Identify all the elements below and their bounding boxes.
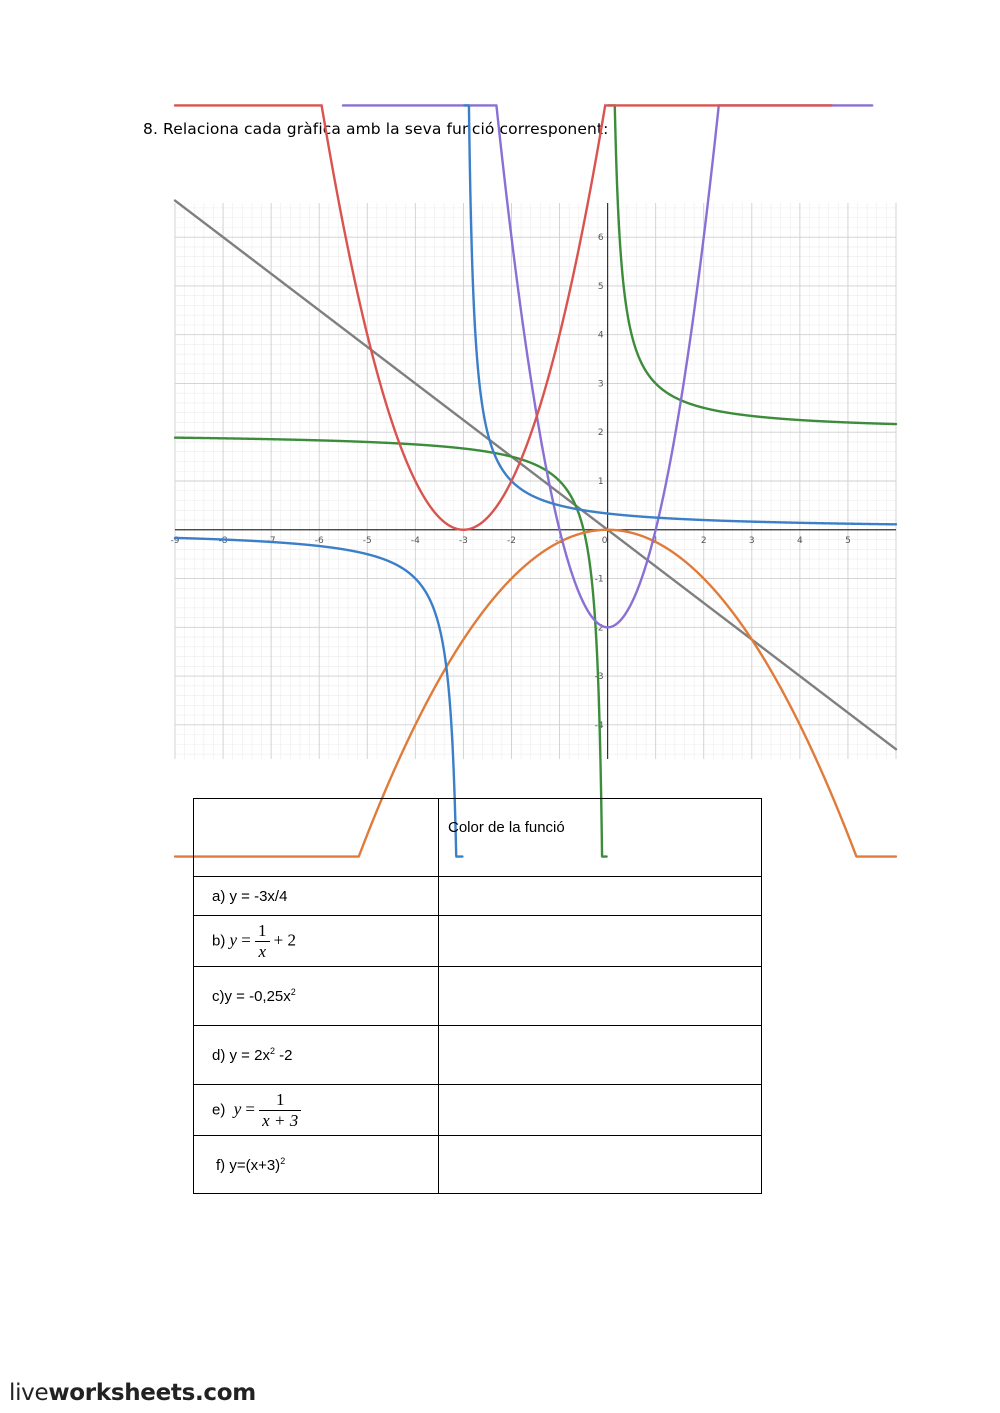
y-tick-label: 5 [597, 281, 604, 292]
y-tick-label: 2 [597, 428, 604, 439]
site-logo[interactable]: liveworksheets.com [9, 1380, 256, 1406]
x-tick-label: 4 [796, 535, 803, 546]
function-f: f) $y=(x+3)^2$ [194, 1136, 439, 1194]
fraction-e: $\frac{1}{x + 3}$ [259, 1090, 301, 1131]
function-e: e) y = $\frac{1}{x + 3}$ [194, 1085, 439, 1136]
y-tick-label: -3 [594, 672, 604, 683]
answer-cell-e[interactable] [439, 1085, 762, 1136]
x-tick-label: 0 [601, 535, 608, 546]
x-tick-label: -4 [410, 535, 420, 546]
function-b: b) y = $\frac{1}{x}$ + 2 [194, 916, 439, 967]
table-header-row [194, 799, 762, 877]
table-row [194, 1026, 762, 1085]
x-tick-label: 2 [700, 535, 707, 546]
x-tick-label: -9 [170, 535, 180, 546]
x-tick-label: -8 [218, 535, 228, 546]
table-row [194, 967, 762, 1026]
y-tick-label: -4 [594, 720, 604, 731]
function-graph [170, 203, 896, 759]
y-tick-label: 6 [597, 233, 604, 244]
x-tick-label: -1 [555, 535, 565, 546]
answer-cell-f[interactable] [439, 1136, 762, 1194]
x-tick-label: 1 [652, 535, 659, 546]
answer-cell-c[interactable] [439, 967, 762, 1026]
table-row [194, 916, 762, 967]
function-c: $c)y = -0,25x^2$ [194, 967, 439, 1026]
function-d: d) $y = 2x^2$ -2 [194, 1026, 439, 1085]
exercise-title: 8. Relaciona cada gràfica amb la seva funció corresponent: [143, 120, 609, 138]
header-color-cell: Color de la funció [439, 799, 762, 877]
table-row [194, 1085, 762, 1136]
table-row [194, 877, 762, 916]
x-tick-label: 3 [748, 535, 755, 546]
answer-cell-b[interactable] [439, 916, 762, 967]
y-tick-label: 1 [597, 477, 604, 487]
answer-cell-d[interactable] [439, 1026, 762, 1085]
table-row [194, 1136, 762, 1194]
y-tick-label: -2 [594, 623, 604, 634]
y-tick-label: 3 [597, 379, 604, 390]
answer-cell-a[interactable] [439, 877, 762, 916]
header-empty-cell [194, 799, 439, 877]
matching-table [193, 798, 762, 1194]
function-a: a) y = -3x/4 [194, 877, 439, 916]
x-tick-label: -2 [506, 535, 516, 546]
y-tick-label: -1 [594, 574, 604, 585]
x-tick-label: -6 [314, 535, 324, 546]
x-tick-label: -3 [458, 535, 468, 546]
x-tick-label: 5 [845, 535, 851, 546]
y-tick-label: 4 [597, 330, 604, 341]
fraction-b: $\frac{1}{x}$ [255, 921, 270, 962]
x-tick-label: -5 [362, 535, 372, 546]
x-tick-label: -7 [266, 535, 276, 546]
